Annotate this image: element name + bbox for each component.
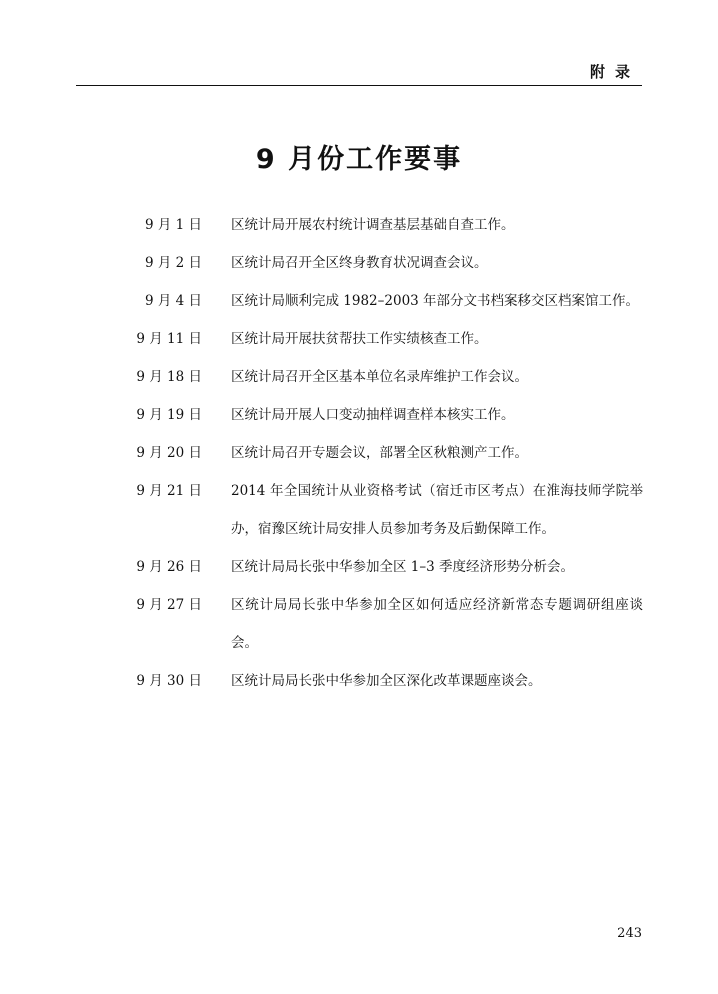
event-date: 9 月 20 日 xyxy=(136,445,202,461)
event-text: 区统计局顺利完成 1982–2003 年部分文书档案移交区档案馆工作。 xyxy=(231,293,640,309)
event-text: 区统计局开展人口变动抽样调查样本核实工作。 xyxy=(231,407,515,423)
header-rule xyxy=(76,85,642,86)
event-date: 9 月 1 日 xyxy=(144,217,202,233)
event-date: 9 月 2 日 xyxy=(144,255,202,271)
event-text: 区统计局局长张中华参加全区如何适应经济新常态专题调研组座谈会。 xyxy=(231,597,643,651)
event-text: 区统计局局长张中华参加全区 1–3 季度经济形势分析会。 xyxy=(231,559,575,575)
event-item xyxy=(0,206,718,244)
event-item xyxy=(0,548,718,586)
event-item xyxy=(0,396,718,434)
event-item xyxy=(0,434,718,472)
page-title: 9 月份工作要事 xyxy=(255,144,463,175)
event-date: 9 月 4 日 xyxy=(144,293,202,309)
event-date: 9 月 18 日 xyxy=(136,369,202,385)
event-text: 区统计局召开专题会议，部署全区秋粮测产工作。 xyxy=(231,445,528,461)
event-item xyxy=(0,358,718,396)
event-date: 9 月 21 日 xyxy=(136,483,202,499)
event-text: 区统计局召开全区基本单位名录库维护工作会议。 xyxy=(231,369,528,385)
event-item xyxy=(0,282,718,320)
event-text: 区统计局局长张中华参加全区深化改革课题座谈会。 xyxy=(231,673,542,689)
event-text: 区统计局开展扶贫帮扶工作实绩核查工作。 xyxy=(231,331,488,347)
event-text: 区统计局召开全区终身教育状况调查会议。 xyxy=(231,255,488,271)
event-date: 9 月 26 日 xyxy=(136,559,202,575)
event-date: 9 月 27 日 xyxy=(136,597,202,613)
event-item xyxy=(0,662,718,700)
event-item xyxy=(0,472,718,548)
event-date: 9 月 11 日 xyxy=(136,331,202,347)
event-item xyxy=(0,320,718,358)
event-date: 9 月 30 日 xyxy=(136,673,202,689)
event-date: 9 月 19 日 xyxy=(136,407,202,423)
page-number: 243 xyxy=(617,926,642,941)
event-text: 2014 年全国统计从业资格考试（宿迁市区考点）在淮海技师学院举办，宿豫区统计局安排人员参加考务及后勤保障工作。 xyxy=(231,483,643,537)
event-item xyxy=(0,244,718,282)
event-list xyxy=(0,206,718,700)
section-header-label: 附录 xyxy=(589,63,640,81)
event-item xyxy=(0,586,718,662)
event-text: 区统计局开展农村统计调查基层基础自查工作。 xyxy=(231,217,515,233)
